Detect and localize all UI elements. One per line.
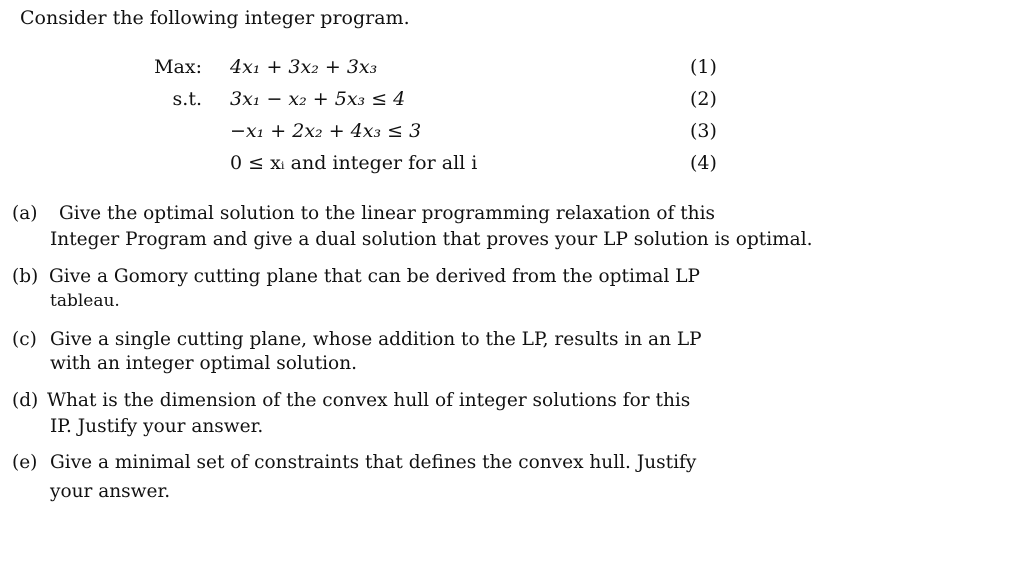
part-text-line: with an integer optimal solution.	[50, 353, 357, 374]
equation-number: (2)	[690, 88, 717, 110]
program-label: Max:	[154, 56, 202, 78]
question-part-b	[12, 265, 1012, 315]
program-row-objective	[0, 54, 1024, 80]
part-text-line: your answer.	[50, 481, 171, 502]
question-part-d	[12, 389, 1012, 439]
question-part-a	[12, 202, 1012, 252]
part-text-line: Integer Program and give a dual solution that proves your LP solution is optimal.	[50, 229, 813, 250]
program-row-integrality	[0, 150, 1024, 176]
program-expression: 0 ≤ xᵢ and integer for all i	[230, 152, 478, 174]
part-text-line: Give a Gomory cutting plane that can be derived from the optimal LP	[49, 266, 700, 287]
intro-text: Consider the following integer program.	[20, 7, 410, 29]
program-expression: 4x₁ + 3x₂ + 3x₃	[230, 56, 378, 78]
part-letter: (c)	[12, 329, 37, 350]
part-letter: (b)	[12, 266, 39, 287]
question-part-c	[12, 328, 1012, 378]
equation-number: (1)	[690, 56, 717, 78]
program-expression: −x₁ + 2x₂ + 4x₃ ≤ 3	[230, 120, 422, 142]
program-label: s.t.	[172, 88, 202, 110]
part-letter: (a)	[12, 203, 38, 224]
equation-number: (4)	[690, 152, 717, 174]
question-part-e	[12, 451, 1012, 505]
part-text-line: IP. Justify your answer.	[50, 416, 264, 437]
program-row-constraint-2	[0, 118, 1024, 144]
part-text-line: Give the optimal solution to the linear programming relaxation of this	[59, 203, 715, 224]
part-text-line: What is the dimension of the convex hull of integer solutions for this	[47, 390, 691, 411]
part-text-line: Give a minimal set of constraints that defines the convex hull. Justify	[50, 452, 697, 473]
part-text-line: tableau.	[50, 291, 120, 311]
program-row-constraint-1	[0, 86, 1024, 112]
part-letter: (d)	[12, 390, 39, 411]
equation-number: (3)	[690, 120, 717, 142]
part-text-line: Give a single cutting plane, whose addition to the LP, results in an LP	[50, 329, 702, 350]
program-expression: 3x₁ − x₂ + 5x₃ ≤ 4	[230, 88, 406, 110]
part-letter: (e)	[12, 452, 38, 473]
